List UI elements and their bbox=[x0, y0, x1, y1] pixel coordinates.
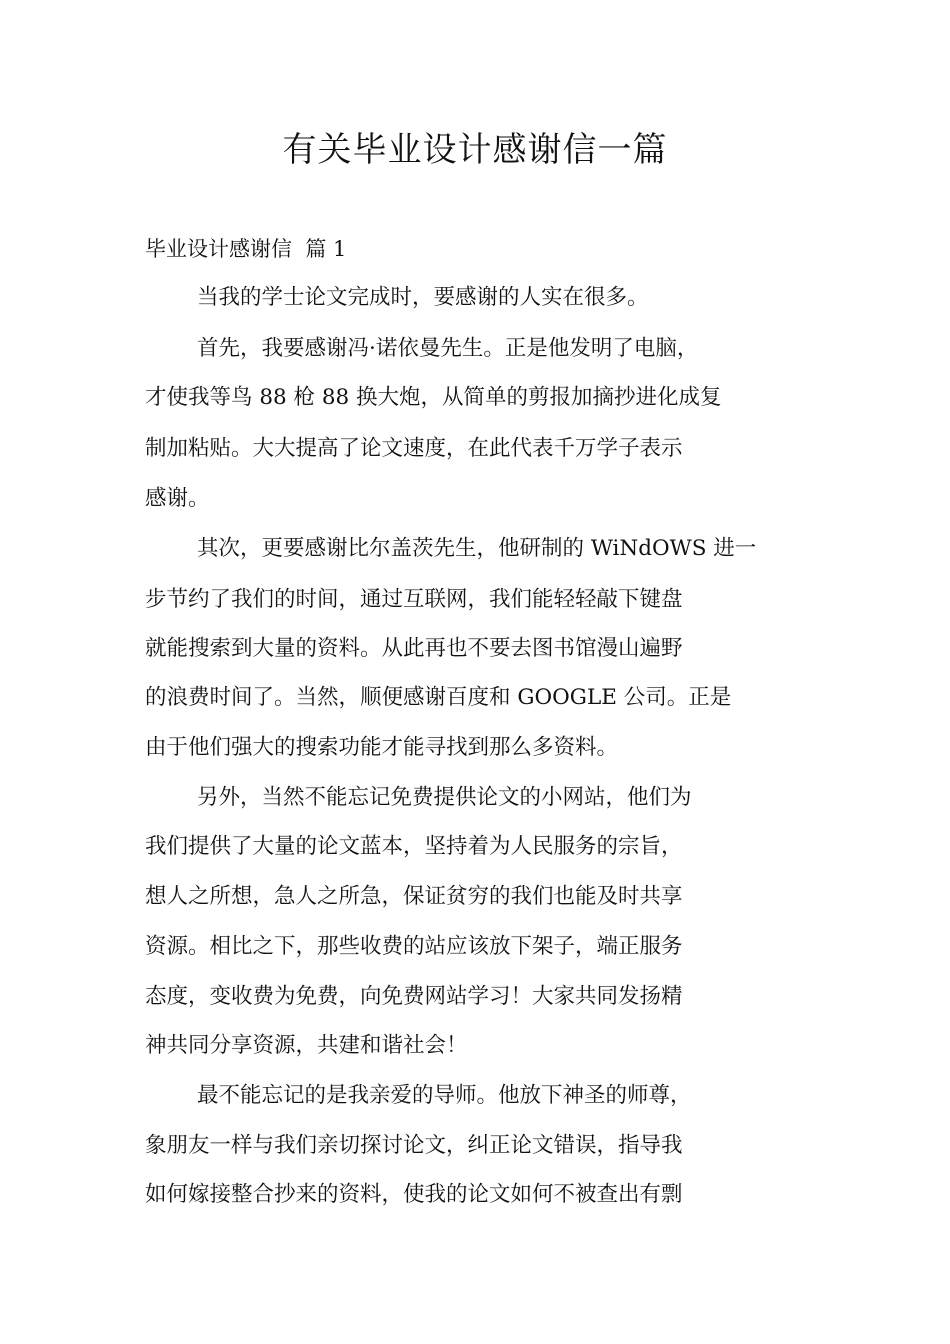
paragraph-line: 我们提供了大量的论文蓝本，坚持着为人民服务的宗旨， bbox=[145, 834, 683, 859]
paragraph-line: 感谢。 bbox=[145, 486, 210, 511]
paragraph-line: 态度，变收费为免费，向免费网站学习！大家共同发扬精 bbox=[145, 984, 683, 1009]
paragraph-line: 由于他们强大的搜索功能才能寻找到那么多资料。 bbox=[145, 735, 619, 760]
paragraph-line: 首先，我要感谢冯·诺依曼先生。正是他发明了电脑， bbox=[197, 336, 699, 361]
paragraph-line: 才使我等鸟 88 枪 88 换大炮，从简单的剪报加摘抄进化成复 bbox=[145, 385, 722, 410]
paragraph-line: 其次，更要感谢比尔盖茨先生，他研制的 WiNdOWS 进一 bbox=[197, 536, 757, 561]
paragraph-line: 的浪费时间了。当然，顺便感谢百度和 GOOGLE 公司。正是 bbox=[145, 685, 732, 710]
paragraph-line: 想人之所想，急人之所急，保证贫穷的我们也能及时共享 bbox=[145, 884, 683, 909]
paragraph-line: 资源。相比之下，那些收费的站应该放下架子，端正服务 bbox=[145, 934, 683, 959]
paragraph-line: 另外，当然不能忘记免费提供论文的小网站，他们为 bbox=[197, 785, 692, 810]
paragraph-line: 如何嫁接整合抄来的资料，使我的论文如何不被查出有剽 bbox=[145, 1182, 683, 1207]
paragraph-line: 象朋友一样与我们亲切探讨论文，纠正论文错误，指导我 bbox=[145, 1133, 683, 1158]
paragraph-line: 步节约了我们的时间，通过互联网，我们能轻轻敲下键盘 bbox=[145, 587, 683, 612]
paragraph-line: 当我的学士论文完成时，要感谢的人实在很多。 bbox=[197, 285, 649, 310]
document-title: 有关毕业设计感谢信一篇 bbox=[282, 130, 668, 170]
paragraph-line: 最不能忘记的是我亲爱的导师。他放下神圣的师尊， bbox=[197, 1083, 692, 1108]
paragraph-line: 制加粘贴。大大提高了论文速度，在此代表千万学子表示 bbox=[145, 436, 683, 461]
section-heading: 毕业设计感谢信 篇 1 bbox=[145, 237, 347, 261]
paragraph-line: 神共同分享资源，共建和谐社会！ bbox=[145, 1033, 468, 1058]
paragraph-line: 就能搜索到大量的资料。从此再也不要去图书馆漫山遍野 bbox=[145, 636, 683, 661]
